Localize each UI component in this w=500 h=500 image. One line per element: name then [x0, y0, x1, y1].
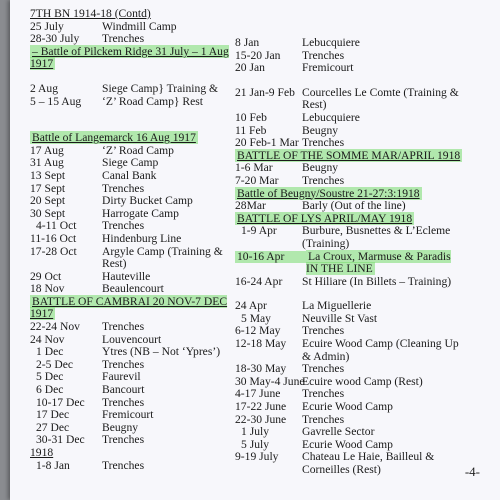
entry-place	[302, 276, 465, 289]
entry-row	[235, 137, 465, 150]
battle-heading	[30, 132, 235, 145]
entry-place	[102, 33, 235, 46]
entry-place-text: Ecuire Wood Camp (Cleaning Up & Admin)	[302, 337, 459, 363]
entry-date: 18-30 May	[235, 362, 287, 376]
entry-date: 17-22 June	[235, 400, 287, 414]
entry-row	[235, 338, 465, 363]
entry-row	[235, 175, 465, 188]
entry-place-text: Hauteville	[102, 269, 151, 283]
entry-place-text: Argyle Camp (Training & Rest)	[102, 244, 223, 271]
entry-date: 4-11 Oct	[36, 219, 77, 233]
page-number: -4-	[464, 464, 480, 479]
entry-place-text: Trenches	[102, 458, 145, 472]
entry-date: 30 Sept	[30, 206, 66, 220]
entry-place-text: Canal Bank	[102, 168, 157, 182]
entry-date: 24 Apr	[235, 299, 267, 313]
entry-place-text: Trenches	[102, 32, 145, 46]
entry-row	[235, 401, 465, 414]
document-page	[10, 0, 500, 500]
entry-date: 17 Dec	[36, 408, 70, 422]
entry-date: 20 Sept	[30, 194, 66, 208]
left-entries	[30, 21, 235, 473]
entry-place-text: Fremicourt	[102, 408, 154, 422]
entry-place-text: Bancourt	[102, 383, 145, 397]
entry-date: 24 Nov	[30, 332, 65, 346]
entry-place	[302, 200, 465, 213]
entry-date: 28Mar	[235, 199, 266, 213]
entry-place-text: Faurevil	[102, 370, 141, 384]
heading-text: 1918	[30, 446, 54, 459]
entry-place-text: Dirty Bucket Camp	[102, 194, 193, 208]
heading-text: BATTLE OF LYS APRIL/MAY 1918	[237, 211, 413, 225]
entry-place-text: Barly (Out of the line)	[302, 199, 406, 213]
entry-date: 6-12 May	[235, 324, 281, 338]
spacer	[30, 108, 235, 120]
entry-place-text: Neuville St Vast	[302, 311, 378, 325]
entry-place-text: La Miguellerie	[302, 299, 372, 313]
entry-row	[30, 246, 235, 271]
left-column	[30, 8, 235, 472]
entry-place-text: Louvencourt	[102, 332, 162, 346]
battle-heading	[30, 296, 235, 321]
heading-text: Battle of Langemarck 16 Aug 1917	[32, 131, 196, 145]
entry-date: 29 Oct	[30, 269, 62, 283]
battle-heading	[235, 150, 465, 163]
year-heading	[30, 447, 235, 460]
entry-date: 20 Jan	[235, 61, 265, 75]
entry-date: 22-24 Nov	[30, 320, 80, 334]
entry-place-text: Burbure, Busnettes & L’Ecleme (Training)	[302, 224, 451, 250]
entry-date: 10 Feb	[235, 110, 267, 124]
entry-date: 1 Dec	[36, 345, 64, 359]
right-entries	[235, 37, 465, 477]
entry-place-text: Trenches	[302, 387, 345, 401]
entry-place-text: Siege Camp} Training &	[102, 81, 219, 95]
entry-date: 30 May-4 June	[235, 374, 305, 388]
entry-date: 31 Aug	[30, 156, 64, 170]
entry-place	[102, 96, 235, 109]
entry-place	[302, 137, 465, 150]
entry-place-text: Trenches	[302, 324, 345, 338]
entry-date: 21 Jan-9 Feb	[235, 85, 295, 99]
entry-date: 1-8 Jan	[36, 458, 70, 472]
entry-row	[235, 251, 465, 276]
battle-heading	[235, 188, 465, 201]
entry-date: 1-9 Apr	[241, 224, 277, 238]
entry-place-text: Fremicourt	[302, 61, 354, 75]
entry-date: 5 – 15 Aug	[30, 94, 82, 108]
entry-place-text: Trenches	[302, 173, 345, 187]
entry-place-text: Harrogate Camp	[102, 206, 179, 220]
entry-date: 25 July	[30, 19, 64, 33]
entry-date: 11-16 Oct	[30, 231, 77, 245]
entry-date: 27 Dec	[36, 420, 70, 434]
heading-text: BATTLE OF THE SOMME MAR/APRIL 1918	[237, 148, 461, 162]
entry-place-text: Chateau Le Haie, Bailleul & Corneilles (Rest)	[302, 450, 435, 476]
entry-place-text: Windmill Camp	[102, 19, 177, 33]
entry-place-text: La Croux, Marmuse & Paradis IN THE LINE	[306, 249, 451, 276]
entry-place-text: Lebucquiere	[302, 110, 360, 124]
entry-date: 2-5 Dec	[36, 357, 74, 371]
entry-place-text: St Hiliare (In Billets – Training)	[302, 274, 452, 288]
entry-place-text: Ecurie Wood Camp	[302, 400, 393, 414]
entry-row	[30, 434, 235, 447]
entry-row	[235, 225, 465, 250]
heading-text: – Battle of Pilckem Ridge 31 July – 1 Aug 1917	[30, 44, 229, 71]
entry-place-text: Gavrelle Sector	[302, 425, 375, 439]
entry-date: 13 Sept	[30, 168, 66, 182]
entry-place-text: Ytres (NB – Not ‘Ypres’)	[102, 345, 221, 359]
entry-row	[235, 200, 465, 213]
entry-place-text: Hindenburg Line	[102, 231, 182, 245]
entry-place	[102, 460, 235, 473]
entry-place	[102, 283, 235, 296]
entry-date: 15-20 Jan	[235, 48, 281, 62]
battle-heading	[235, 213, 465, 226]
entry-date: 17 Aug	[30, 143, 64, 157]
entry-place-text: Trenches	[102, 181, 145, 195]
entry-date: 7-20 Mar	[235, 173, 279, 187]
entry-date: 1 July	[241, 425, 270, 439]
entry-date: 9-19 July	[235, 450, 279, 464]
entry-place	[302, 338, 465, 363]
entry-place	[102, 246, 235, 271]
entry-date: 17-28 Oct	[30, 244, 77, 258]
entry-date: 5 May	[241, 311, 271, 325]
entry-place-text: Lebucquiere	[302, 36, 360, 49]
entry-date: 2 Aug	[30, 81, 59, 95]
heading-text: Battle of Beugny/Soustre 21-27:3:1918	[237, 186, 420, 200]
entry-place-text: Beugny	[102, 420, 139, 434]
entry-date: 22-30 June	[235, 412, 287, 426]
entry-row	[235, 87, 465, 112]
entry-date: 11 Feb	[235, 123, 267, 137]
entry-place-text: Trenches	[102, 219, 145, 233]
entry-place-text: Trenches	[102, 320, 145, 334]
entry-row	[30, 460, 235, 473]
entry-date: 10-16 Apr	[235, 251, 306, 264]
entry-place	[302, 62, 465, 75]
entry-place-text: Ecuire wood Camp (Rest)	[302, 374, 423, 388]
entry-place-text: Trenches	[302, 362, 345, 376]
entry-date: 17 Sept	[30, 181, 66, 195]
entry-row	[235, 451, 465, 476]
entry-place-text: Trenches	[102, 395, 145, 409]
entry-date: 5 July	[241, 437, 270, 451]
entry-place-text: Trenches	[302, 412, 345, 426]
entry-place	[302, 175, 465, 188]
entry-date: 18 Nov	[30, 282, 65, 296]
entry-date: 20 Feb-1 Mar	[235, 136, 299, 150]
right-column	[235, 37, 465, 477]
entry-place-text: Siege Camp	[102, 156, 159, 170]
entry-place-text: Trenches	[102, 357, 145, 371]
entry-place	[302, 225, 465, 250]
entry-row	[30, 96, 235, 109]
entry-place-text: ‘Z’ Road Camp} Rest	[102, 94, 203, 108]
entry-row	[235, 276, 465, 289]
entry-date: 28-30 July	[30, 32, 80, 46]
entry-place-text: Courcelles Le Comte (Training & Rest)	[302, 85, 459, 112]
entry-place	[102, 434, 235, 447]
page-title: 7TH BN 1914-18 (Contd)	[30, 7, 151, 20]
entry-place-text: Ecurie Wood Camp	[302, 437, 393, 451]
entry-place-text: Beugny	[302, 123, 339, 137]
entry-date: 4-17 June	[235, 387, 281, 401]
entry-row	[235, 37, 465, 50]
battle-heading	[30, 46, 235, 71]
entry-place-text: ‘Z’ Road Camp	[102, 143, 174, 157]
entry-date: 12-18 May	[235, 337, 287, 351]
entry-date: 16-24 Apr	[235, 274, 283, 288]
entry-place-text: Trenches	[302, 48, 345, 62]
entry-place-text: Trenches	[302, 136, 345, 150]
entry-date: 10-17 Dec	[36, 395, 85, 409]
entry-date: 1-6 Mar	[235, 161, 273, 175]
entry-date: 30-31 Dec	[36, 433, 85, 447]
entry-row	[235, 62, 465, 75]
entry-row	[30, 33, 235, 46]
heading-text: BATTLE OF CAMBRAI 20 NOV-7 DEC 1917	[30, 294, 228, 321]
entry-place	[302, 87, 465, 112]
entry-place	[306, 251, 465, 276]
entry-date: 5 Dec	[36, 370, 64, 384]
entry-place-text: Trenches	[102, 433, 145, 447]
entry-row	[235, 112, 465, 125]
entry-place	[302, 451, 465, 476]
entry-date: 6 Dec	[36, 383, 64, 397]
entry-place-text: Beugny	[302, 161, 339, 175]
entry-row	[30, 283, 235, 296]
entry-date: 8 Jan	[235, 36, 260, 49]
entry-place-text: Beaulencourt	[102, 282, 164, 296]
